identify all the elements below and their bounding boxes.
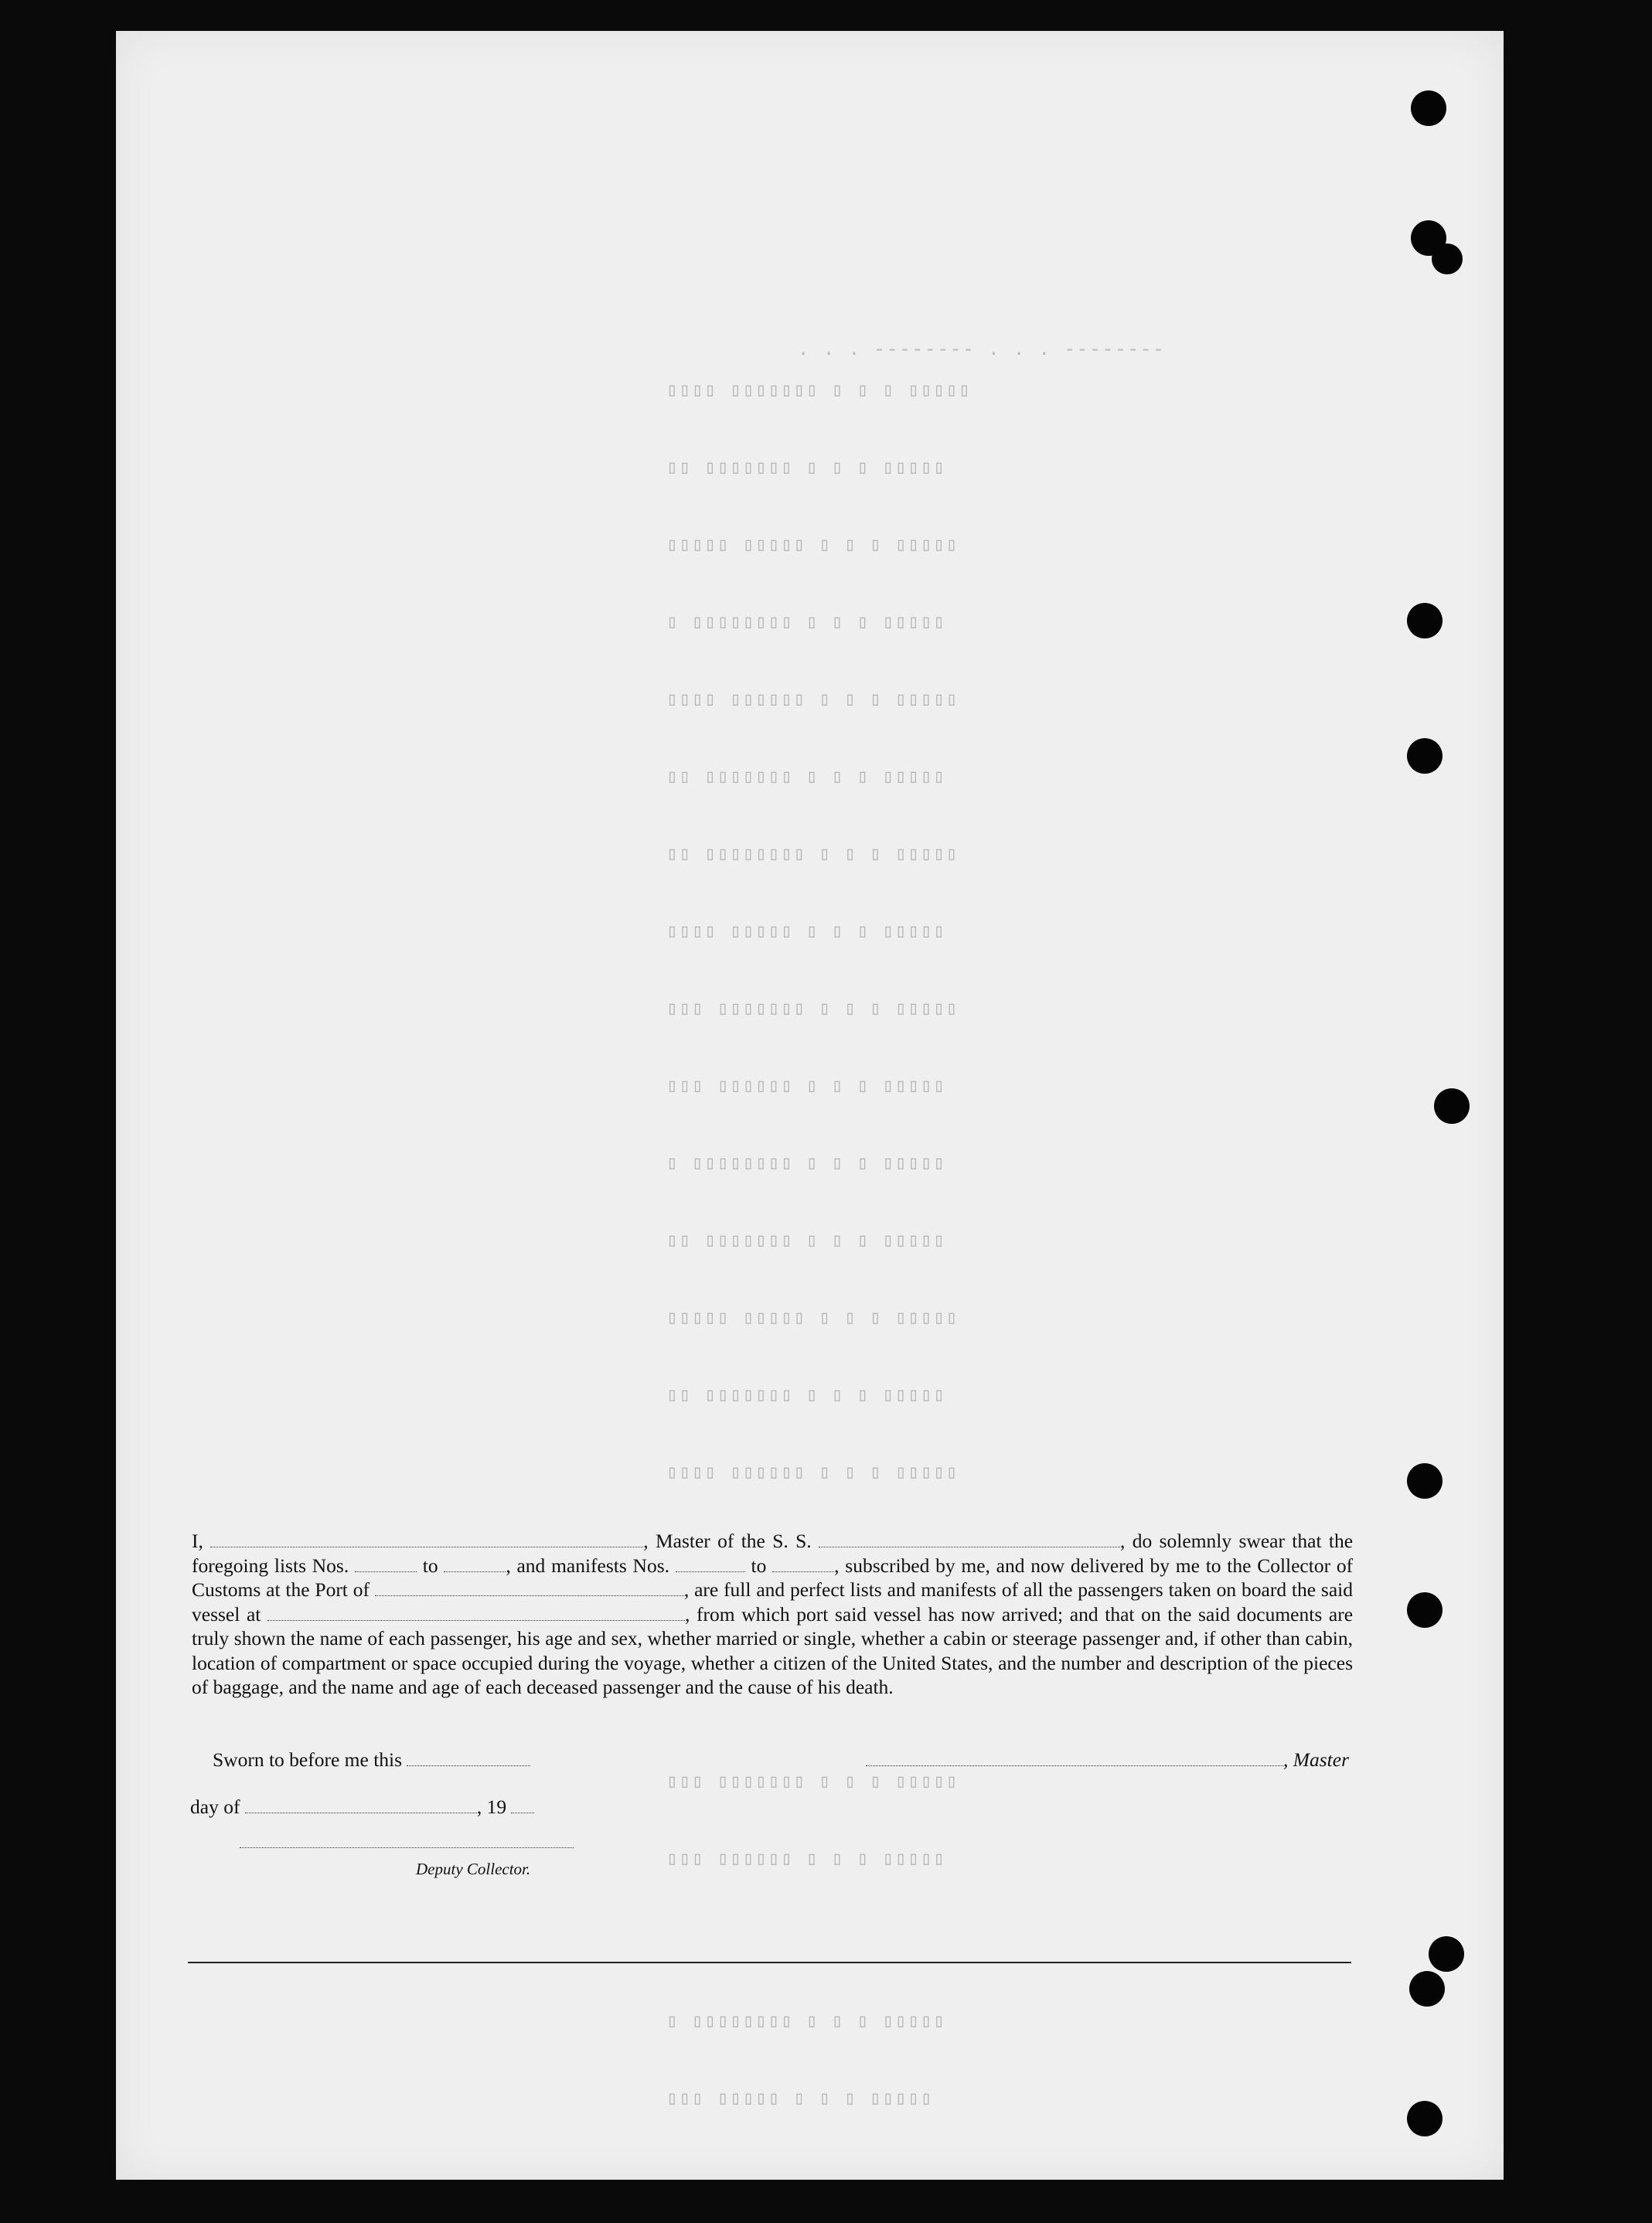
list-to-blank — [444, 1557, 506, 1572]
day-of-label: day of — [190, 1796, 240, 1818]
oath-text: delivered by me to the Collector of Customs at the Port of — [192, 1554, 1354, 1601]
master-signature-line — [866, 1748, 1349, 1772]
bleed-through-texture: ▯▯▯▯▯ ▯ ▯ ▯ ▯▯▯▯▯▯▯▯ ▯▯ — [665, 845, 958, 866]
departure-port-blank — [267, 1606, 685, 1621]
bleed-through-texture: ▯▯▯▯▯ ▯ ▯ ▯ ▯▯▯▯▯▯ ▯▯▯ — [665, 1850, 945, 1871]
ship-name-blank — [819, 1533, 1120, 1547]
bleed-through-texture: ▯▯▯▯▯ ▯ ▯ ▯ ▯▯▯▯▯▯ ▯▯▯ — [665, 1077, 945, 1098]
sworn-label: Sworn to before me this — [213, 1748, 403, 1771]
year-blank — [511, 1799, 534, 1813]
oath-text: , Master of the S. S. — [643, 1530, 812, 1552]
bleed-through-texture: ▯▯▯▯▯ ▯ ▯ ▯ ▯▯▯▯▯ ▯▯▯▯ — [665, 922, 945, 943]
bleed-through-texture: ▯▯▯▯▯ ▯ ▯ ▯ ▯▯▯▯▯▯ ▯▯▯▯ — [665, 690, 958, 711]
punch-hole — [1429, 1936, 1464, 1972]
bleed-through-texture: ▯▯▯▯▯ ▯ ▯ ▯ ▯▯▯▯▯▯▯ ▯▯ — [665, 1231, 945, 1252]
bleed-through-texture: ▯▯▯▯▯ ▯ ▯ ▯ ▯▯▯▯▯▯▯ ▯▯ — [665, 458, 945, 479]
bleed-through-texture: ▯▯▯▯▯ ▯ ▯ ▯ ▯▯▯▯▯▯▯▯ ▯ — [665, 1154, 945, 1175]
manifest-to-blank — [772, 1557, 834, 1572]
punch-hole — [1434, 1088, 1470, 1124]
bleed-through-texture: ▯▯▯▯▯ ▯ ▯ ▯ ▯▯▯▯▯▯▯ ▯▯ — [665, 768, 945, 788]
oath-text: , from which — [685, 1602, 790, 1626]
bleed-through-texture: ▯▯▯▯▯ ▯ ▯ ▯ ▯▯▯▯▯▯▯ ▯▯ — [665, 1386, 945, 1407]
oath-text: , do solemnly — [1120, 1530, 1232, 1552]
master-oath-paragraph — [192, 1529, 1353, 1700]
punch-hole — [1407, 2101, 1443, 2136]
punch-hole — [1411, 90, 1446, 126]
bleed-through-texture: ▯▯▯▯▯ ▯ ▯ ▯ ▯▯▯▯▯▯▯ ▯▯▯ — [665, 999, 958, 1020]
sworn-day-blank — [407, 1752, 530, 1766]
divider-line — [188, 1962, 1351, 1963]
sworn-line — [213, 1748, 530, 1772]
bleed-through-texture: ▯▯▯▯▯ ▯ ▯ ▯ ▯▯▯▯▯▯▯▯ ▯ — [665, 2012, 945, 2033]
list-from-blank — [355, 1557, 417, 1572]
punch-hole — [1432, 243, 1463, 274]
deputy-signature-blank — [240, 1847, 574, 1848]
oath-text: , are full and perfect lists and — [683, 1578, 916, 1601]
bleed-through-texture: ▯▯▯▯▯ ▯ ▯ ▯ ▯▯▯▯▯▯ ▯▯▯▯ — [665, 1463, 958, 1484]
port-blank — [375, 1581, 684, 1596]
bleed-through-texture: ▯▯▯▯▯ ▯ ▯ ▯ ▯▯▯▯▯▯▯ ▯▯▯▯ — [665, 381, 970, 402]
bleed-through-texture: ▯▯▯▯▯ ▯ ▯ ▯ ▯▯▯▯▯ ▯▯▯▯▯ — [665, 536, 958, 557]
oath-text: I, — [192, 1530, 203, 1552]
master-name-blank — [210, 1533, 643, 1547]
manifest-from-blank — [676, 1557, 745, 1572]
bleed-through-texture: ▯▯▯▯▯ ▯ ▯ ▯ ▯▯▯▯▯ ▯▯▯ — [665, 2089, 932, 2110]
oath-text: port said vessel has now arrived; and that on the said documents are truly shown the name of each passenger, his age and sex, whether married or single, whether a cabin or steerage passenger and, if other than cabin, location of compartment or space occupied during the voyage, whether a citizen of the United States, and the number and description of the pieces of baggage, and the name and age of each deceased passenger and the cause of his death. — [192, 1602, 1354, 1698]
bleed-through-texture: ▯▯▯▯▯ ▯ ▯ ▯ ▯▯▯▯▯▯▯▯ ▯ — [665, 613, 945, 634]
master-signature-blank — [866, 1752, 1283, 1766]
bleed-through-texture: -------- . . . -------- . . . — [796, 340, 1164, 361]
master-label: , Master — [1283, 1748, 1349, 1771]
oath-text: , subscribed by me, and now — [834, 1554, 1065, 1577]
oath-text: , and manifests Nos. — [506, 1554, 670, 1577]
punch-hole — [1407, 1592, 1443, 1628]
bleed-through-texture: ▯▯▯▯▯ ▯ ▯ ▯ ▯▯▯▯▯ ▯▯▯▯▯ — [665, 1309, 958, 1329]
oath-text: manifests of all the passengers taken on board the said vessel at — [192, 1578, 1353, 1626]
punch-hole — [1407, 603, 1443, 638]
day-of-line — [190, 1796, 534, 1819]
oath-text: swear that the foregoing lists Nos. — [192, 1530, 1354, 1577]
punch-hole — [1407, 738, 1443, 774]
punch-hole — [1409, 1971, 1445, 2007]
oath-text: to — [751, 1554, 767, 1577]
punch-hole — [1407, 1463, 1443, 1499]
month-blank — [245, 1799, 477, 1813]
deputy-collector-label: Deputy Collector. — [416, 1860, 531, 1878]
oath-text: to — [422, 1554, 438, 1577]
bleed-through-texture: ▯▯▯▯▯ ▯ ▯ ▯ ▯▯▯▯▯▯▯ ▯▯▯ — [665, 1772, 958, 1793]
year-label: , 19 — [476, 1796, 507, 1818]
